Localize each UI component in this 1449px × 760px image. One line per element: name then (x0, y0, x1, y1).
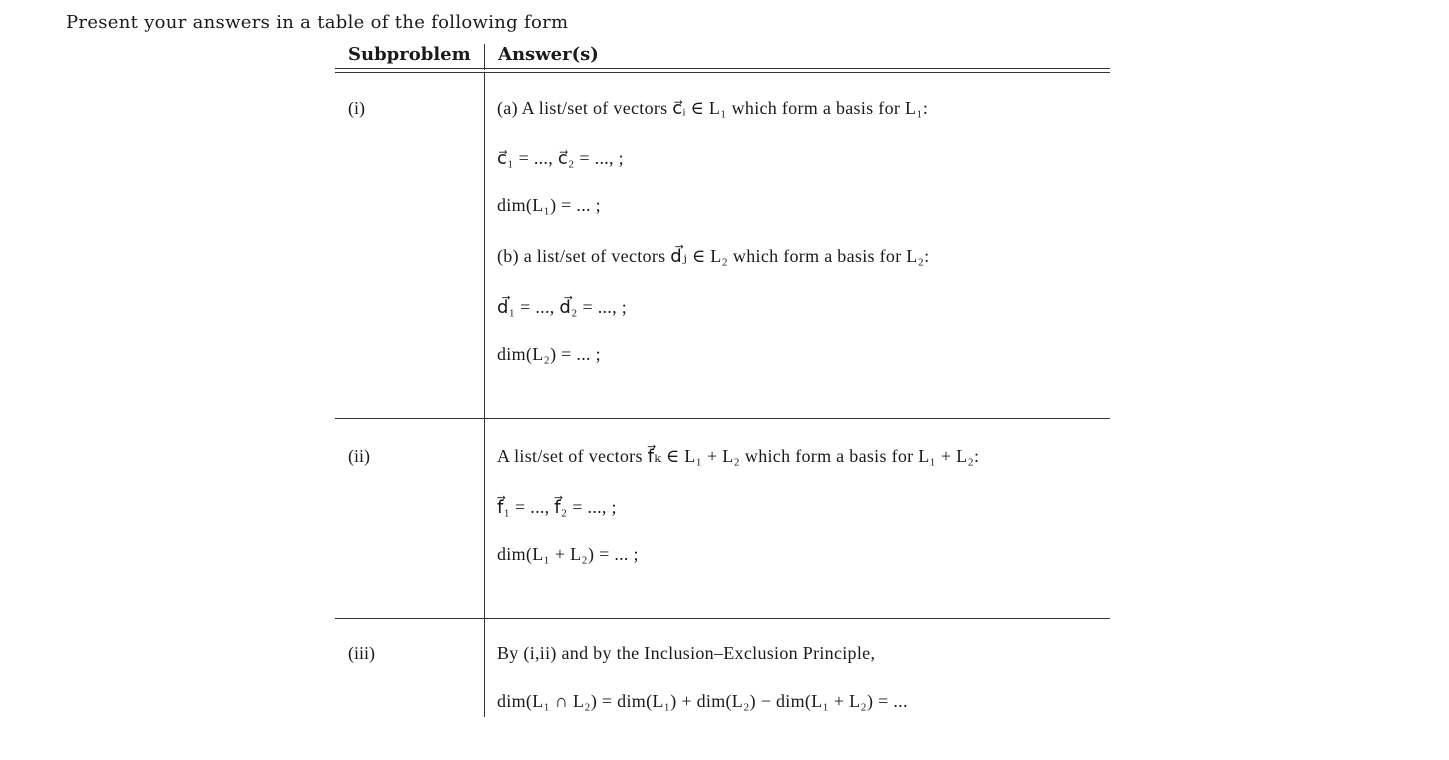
header-divider (484, 44, 485, 70)
row-iii-line-principle: By (i,ii) and by the Inclusion–Exclusion Principle, (497, 643, 876, 663)
intro-text: Present your answers in a table of the following form (66, 12, 569, 33)
row-separator-2 (335, 618, 1110, 619)
header-rule-top (335, 68, 1110, 69)
row-i-line-dim1: dim(L₁) = ... ; (497, 195, 601, 215)
row-ii-line-dimsum: dim(L₁ + L₂) = ... ; (497, 544, 639, 564)
row-separator-1 (335, 418, 1110, 419)
row-ii-line-basis: A list/set of vectors f⃗ₖ ∈ L₁ + L₂ which form a basis for L₁ + L₂: (497, 446, 980, 466)
row-i-line-c: c⃗₁ = ..., c⃗₂ = ..., ; (497, 148, 624, 168)
header-rule-bottom (335, 72, 1110, 73)
answer-table (335, 42, 1110, 717)
row-i-line-a: (a) A list/set of vectors c⃗ᵢ ∈ L₁ which form a basis for L₁: (497, 98, 929, 118)
row-ii-line-f: f⃗₁ = ..., f⃗₂ = ..., ; (497, 497, 617, 517)
row-iii-line-formula: dim(L₁ ∩ L₂) = dim(L₁) + dim(L₂) − dim(L₁ + L₂) = ... (497, 691, 908, 711)
row-i-line-dim2: dim(L₂) = ... ; (497, 344, 601, 364)
column-divider (484, 73, 485, 717)
row-label-ii: (ii) (348, 446, 370, 466)
row-label-i: (i) (348, 98, 365, 118)
header-answers: Answer(s) (498, 44, 599, 65)
header-subproblem: Subproblem (348, 44, 471, 65)
row-i-line-d: d⃗₁ = ..., d⃗₂ = ..., ; (497, 297, 628, 317)
row-i-line-b: (b) a list/set of vectors d⃗ⱼ ∈ L₂ which form a basis for L₂: (497, 246, 930, 266)
row-label-iii: (iii) (348, 643, 375, 663)
